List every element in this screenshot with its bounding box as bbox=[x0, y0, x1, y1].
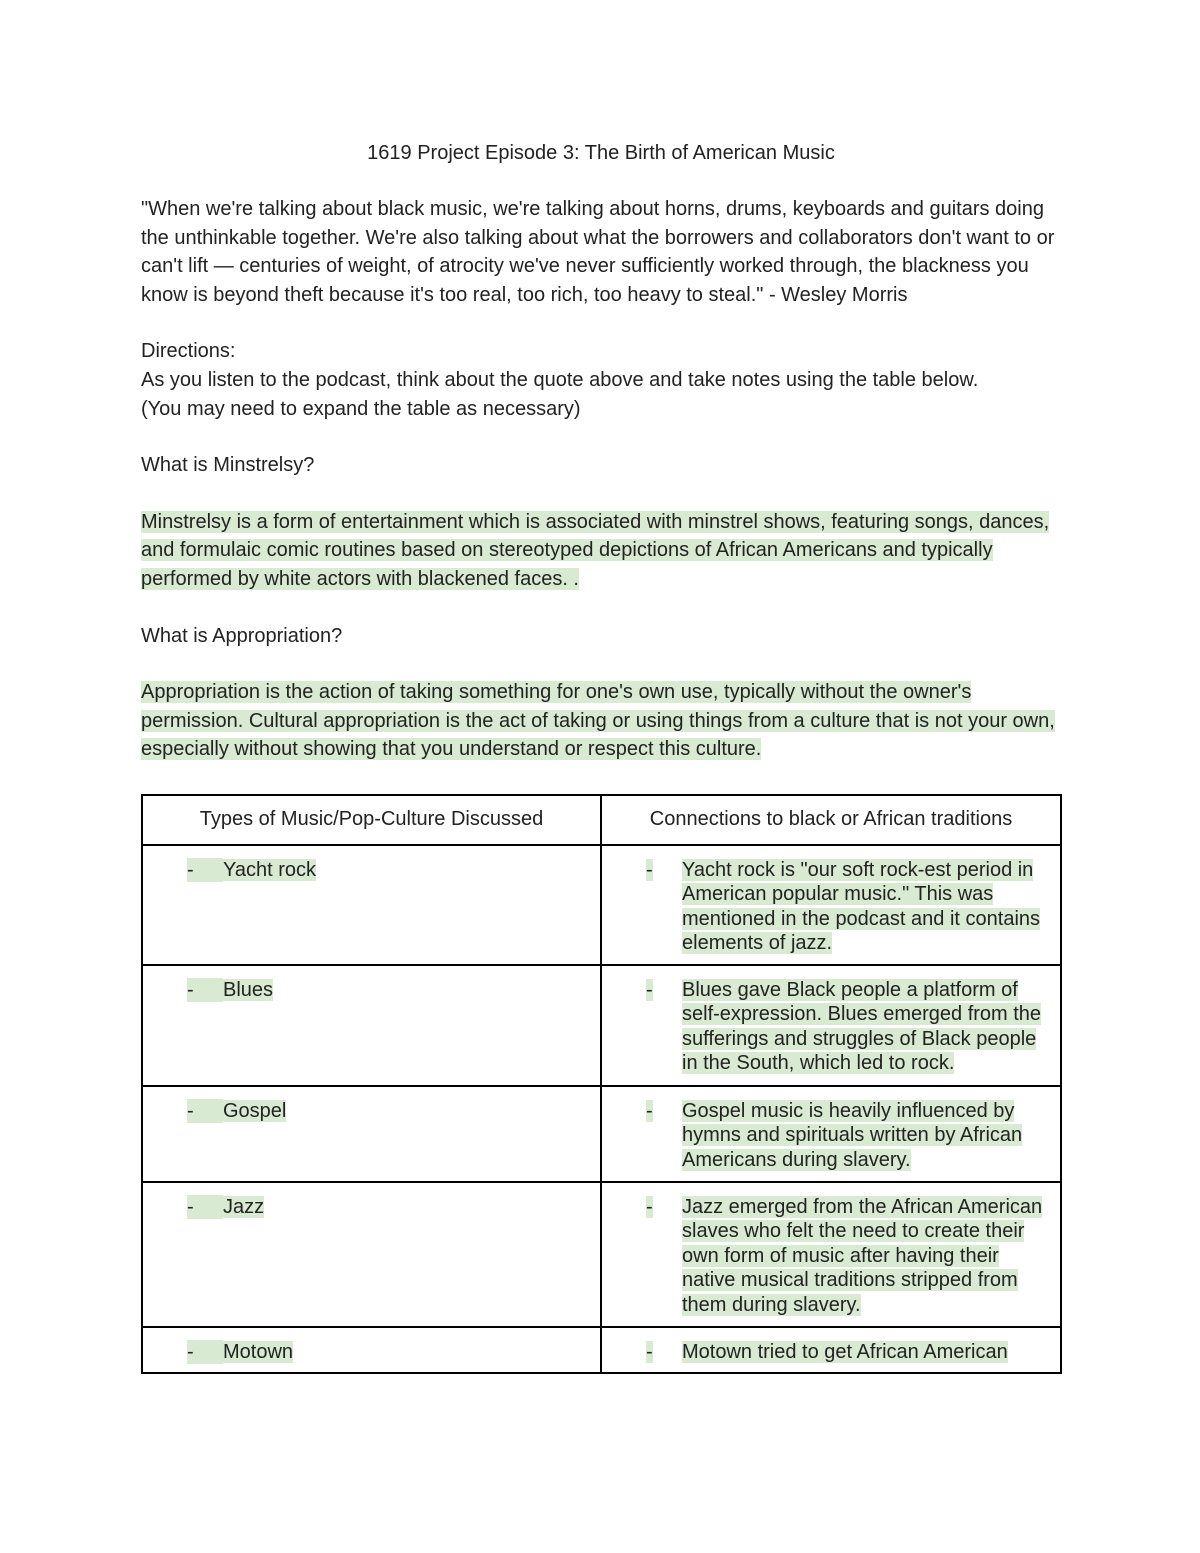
music-type-text: Yacht rock bbox=[223, 858, 316, 881]
bullet-dash: - bbox=[646, 1099, 653, 1122]
bullet-dash: - bbox=[187, 1340, 223, 1365]
directions-text: As you listen to the podcast, think about the quote above and take notes using the table below. bbox=[141, 368, 979, 391]
music-type-cell bbox=[142, 965, 601, 1086]
connection-cell bbox=[601, 1086, 1061, 1182]
bullet-dash: - bbox=[187, 978, 223, 1003]
appropriation-question: What is Appropriation? bbox=[141, 624, 343, 647]
minstrelsy-answer bbox=[141, 508, 1061, 594]
page-title: 1619 Project Episode 3: The Birth of American Music bbox=[367, 142, 835, 164]
connection-text: Jazz emerged from the African American slaves who felt the need to create their own form of music after having their native musical traditions stripped from them during slavery. bbox=[682, 1195, 1043, 1316]
minstrelsy-question: What is Minstrelsy? bbox=[141, 454, 315, 477]
table-row bbox=[142, 1182, 1061, 1327]
music-type-text: Blues bbox=[223, 978, 274, 1001]
music-type-cell bbox=[142, 845, 601, 965]
table-row bbox=[142, 965, 1061, 1086]
music-type-text: Motown bbox=[223, 1340, 294, 1363]
bullet-dash: - bbox=[187, 1195, 223, 1220]
directions-label: Directions: bbox=[141, 340, 236, 363]
music-type-text: Gospel bbox=[223, 1099, 287, 1122]
bullet-dash: - bbox=[187, 858, 223, 883]
connection-text: Blues gave Black people a platform of self-expression. Blues emerged from the sufferings and struggles of Black people in the South, which led to rock. bbox=[682, 978, 1042, 1075]
connection-text: Yacht rock is "our soft rock-est period in American popular music." This was mentioned in the podcast and it contains elements of jazz. bbox=[682, 858, 1041, 955]
bullet-dash: - bbox=[646, 858, 653, 881]
quote-paragraph: "When we're talking about black music, we're talking about horns, drums, keyboards and guitars doing the unthinkable together. We're also talking about what the borrowers and collaborators don't want to or can't lift — centuries of weight, of atrocity we've never sufficiently worked through, the blackness you know is beyond theft because it's too real, too rich, too heavy to steal." - Wesley Morris bbox=[141, 198, 1055, 306]
music-type-cell bbox=[142, 1327, 601, 1374]
connection-text: Gospel music is heavily influenced by hymns and spirituals written by African Americans during slavery. bbox=[682, 1099, 1023, 1171]
header-connections: Connections to black or African traditions bbox=[601, 795, 1061, 845]
bullet-dash: - bbox=[646, 1195, 653, 1218]
connection-cell bbox=[601, 965, 1061, 1086]
connection-cell bbox=[601, 1182, 1061, 1327]
minstrelsy-answer-text: Minstrelsy is a form of entertainment which is associated with minstrel shows, featuring songs, dances, and formulaic comic routines based on stereotyped depictions of African Americans and typically performed by white actors with blackened faces. . bbox=[141, 510, 1050, 590]
connection-cell bbox=[601, 845, 1061, 965]
notes-table bbox=[141, 794, 1062, 1375]
appropriation-answer bbox=[141, 678, 1061, 764]
connection-text: Motown tried to get African American bbox=[682, 1340, 1008, 1363]
header-music-types: Types of Music/Pop-Culture Discussed bbox=[142, 795, 601, 845]
appropriation-answer-text: Appropriation is the action of taking something for one's own use, typically without the owner's permission. Cultural appropriation is the act of taking or using things from a culture that is not your own, especially without showing that you understand or respect this culture. bbox=[141, 681, 1055, 761]
table-row bbox=[142, 1086, 1061, 1182]
document-body bbox=[141, 139, 1061, 1374]
bullet-dash: - bbox=[187, 1099, 223, 1124]
table-row bbox=[142, 845, 1061, 965]
table-header-row bbox=[142, 795, 1061, 845]
directions-note: (You may need to expand the table as necessary) bbox=[141, 397, 581, 420]
bullet-dash: - bbox=[646, 1340, 653, 1363]
connection-cell bbox=[601, 1327, 1061, 1374]
bullet-dash: - bbox=[646, 978, 653, 1001]
music-type-cell bbox=[142, 1182, 601, 1327]
music-type-cell bbox=[142, 1086, 601, 1182]
music-type-text: Jazz bbox=[223, 1195, 265, 1218]
table-row bbox=[142, 1327, 1061, 1374]
